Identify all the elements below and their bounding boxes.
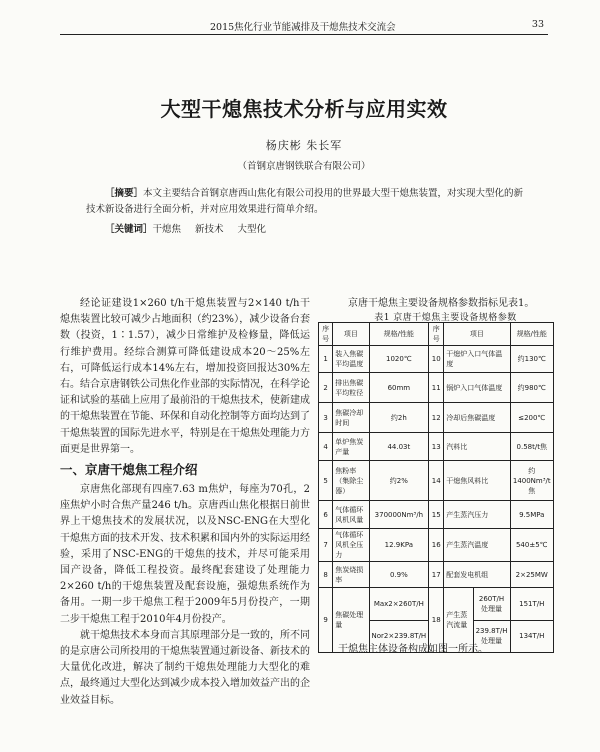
cell-item: 产生蒸汽温度 (444, 529, 510, 562)
cell-spec: 约130℃ (510, 346, 554, 373)
cell-no: 14 (429, 461, 444, 501)
table-header-row (319, 323, 554, 346)
cell-sub-label: 260T/H处理量 (473, 588, 509, 620)
table-row (319, 433, 554, 461)
cell-item: 单炉焦炭产量 (333, 433, 369, 461)
table-row (319, 588, 554, 621)
cell-sub-label: 239.8T/H处理量 (475, 627, 508, 646)
journal-title: 2015焦化行业节能减排及干熄焦技术交流会 (210, 22, 396, 33)
paragraph-intro: 经论证建设1×260 t/h干熄焦装置与2×140 t/h干熄焦装置比较可减少占地面积（约23%），减少设备台套数（投资，1∶1.57），减少日常维护及检修量，降低运行维护费用。经综合测算可降低建设成本20～25%左右，可降低运行成本14%左右，增加投资回报达30%左右。结合京唐钢铁公司焦化作业部的实际情况，在科学论证和试验的基础上应用了最前沿的干熄焦技术，使新建成的干熄焦装置在节能、环保和自动化控制等方面均达到了干熄焦装置的国际先进水平，特别是在干熄焦处理能力方面更是世界第一。 (60, 298, 310, 455)
cell-no: 3 (319, 403, 333, 433)
running-header (60, 18, 548, 35)
cell-spec: 540±5℃ (510, 529, 554, 562)
cell-item: 干熄炉入口气体温度 (444, 346, 510, 373)
cell-no: 17 (429, 562, 444, 588)
cell-no: 2 (319, 373, 333, 403)
cell-spec: 44.03t (369, 433, 429, 461)
cell-item: 焦炭烧损率 (333, 562, 369, 588)
table-row (319, 562, 554, 588)
keywords (86, 222, 524, 238)
cell-spec: 0.58t/t焦 (510, 433, 554, 461)
cell-item: 冷却后焦碳温度 (444, 403, 510, 433)
cell-spec: 1020℃ (369, 346, 429, 373)
cell-spec: Nor2×239.8T/H (369, 620, 429, 653)
cell-no: 1 (319, 346, 333, 373)
header-cell: 序号 (429, 323, 444, 346)
cell-item: 焦粉率（集除尘器） (333, 461, 369, 501)
cell-item: 排出焦碳平均粒径 (333, 373, 369, 403)
header-cell: 项目 (444, 323, 510, 346)
cell-spec: 2×25MW (510, 562, 554, 588)
cell-item: 产生蒸汽流量 (444, 588, 473, 652)
paragraph-principle: 就干熄焦技术本身而言其原理部分是一致的，所不同的是京唐公司所投用的干熄焦装置通过新设备、新技术的大量优化改进，解决了制约干熄焦处理能力大型化的难点，最终通过大型化达到减少成本投入增加效益产出的企业效益目标。 (60, 629, 310, 706)
cell-spec: 约2% (369, 461, 429, 501)
cell-item: 气体循环风机全压力 (333, 529, 369, 562)
cell-no: 10 (429, 346, 444, 373)
spec-table (318, 322, 554, 653)
cell-no: 4 (319, 433, 333, 461)
table-row (319, 403, 554, 433)
cell-spec: Max2×260T/H (369, 588, 429, 621)
cell-item: 装入焦碳平均温度 (333, 346, 369, 373)
authors: 杨庆彬 朱长军 (265, 139, 343, 152)
affiliation: （首钢京唐钢铁联合有限公司） (237, 161, 371, 172)
paper-title: 大型干熄焦技术分析与应用实效 (160, 97, 448, 121)
header-cell: 规格/性能 (369, 323, 429, 346)
keyword: 大型化 (237, 224, 267, 235)
cell-item: 配套发电机组 (444, 562, 510, 588)
cell-spec: 9.5MPa (510, 501, 554, 529)
cell-no: 12 (429, 403, 444, 433)
table-caption: 表1 京唐干熄焦主要设备规格参数 (374, 313, 517, 323)
cell-no: 9 (319, 588, 333, 653)
cell-spec: 约2h (369, 403, 429, 433)
cell-spec: 151T/H (510, 588, 554, 621)
cell-spec: ≤200℃ (510, 403, 554, 433)
cell-item: 汽料比 (444, 433, 510, 461)
cell-spec: 60mm (369, 373, 429, 403)
cell-spec: 134T/H (510, 620, 554, 653)
section-heading: 一、京唐干熄焦工程介绍 (60, 462, 198, 478)
table-row (319, 529, 554, 562)
cell-spec: 约980℃ (510, 373, 554, 403)
keyword: 新技术 (195, 224, 224, 235)
cell-spec: 12.9KPa (369, 529, 429, 562)
cell-no: 16 (429, 529, 444, 562)
cell-no: 11 (429, 373, 444, 403)
cell-item: 焦碳处理量 (333, 588, 369, 653)
cell-item: 产生蒸汽压力 (444, 501, 510, 529)
cell-spec: 0.9% (369, 562, 429, 588)
cell-no: 15 (429, 501, 444, 529)
table-intro: 京唐干熄焦主要设备规格参数指标见表1。 (348, 298, 535, 309)
table-row (319, 346, 554, 373)
cell-no: 18 (429, 588, 444, 653)
table-row (319, 461, 554, 501)
cell-spec: 约1400Nm³/t焦 (510, 461, 554, 501)
page-number: 33 (531, 19, 544, 30)
cell-no: 7 (319, 529, 333, 562)
table-row (319, 501, 554, 529)
left-column (60, 296, 310, 709)
keywords-label: ［关键词］ (105, 224, 153, 235)
cell-no: 13 (429, 433, 444, 461)
header-cell: 序号 (319, 323, 333, 346)
figure-reference: 干熄焦主体设备构成如图一所示。 (338, 644, 488, 655)
keyword: 干熄焦 (152, 224, 182, 235)
cell-item: 锅炉入口气体温度 (444, 373, 510, 403)
paragraph-project: 京唐焦化部现有四座7.63 m焦炉，每座为70孔，2座焦炉小时合焦产量246 t/h。京唐西山焦化根据日前世界上干熄焦技术的发展状况，以及NSC-ENG在大型化干熄焦方面的技术开发、技术积累和国内外的实际运用经验，采用了NSC-ENG的干熄焦的技术，并尽可能采用国产设备，降低工程投资。最终配套建设了处理能力2×260 t/h的干熄焦装置及配套设施，强熄焦系统作为备用。一期一步干熄焦工程于2009年5月份投产，一期二步干熄焦工程于2010年4月份投产。 (60, 484, 310, 625)
cell-no: 6 (319, 501, 333, 529)
cell-item: 干熄焦风料比 (444, 461, 510, 501)
abstract (86, 186, 524, 218)
header-cell: 规格/性能 (510, 323, 554, 346)
cell-item: 气体循环风机风量 (333, 501, 369, 529)
cell-no: 8 (319, 562, 333, 588)
cell-item: 焦碳冷却时间 (333, 403, 369, 433)
abstract-label: ［摘要］ (105, 188, 144, 199)
cell-no: 5 (319, 461, 333, 501)
cell-spec: 370000Nm³/h (369, 501, 429, 529)
table-row (319, 373, 554, 403)
abstract-text: 本文主要结合首钢京唐西山焦化有限公司投用的世界最大型干熄焦装置，对实现大型化的新技术新设备进行全面分析，并对应用效果进行简单介绍。 (86, 188, 524, 215)
header-cell: 项目 (333, 323, 369, 346)
